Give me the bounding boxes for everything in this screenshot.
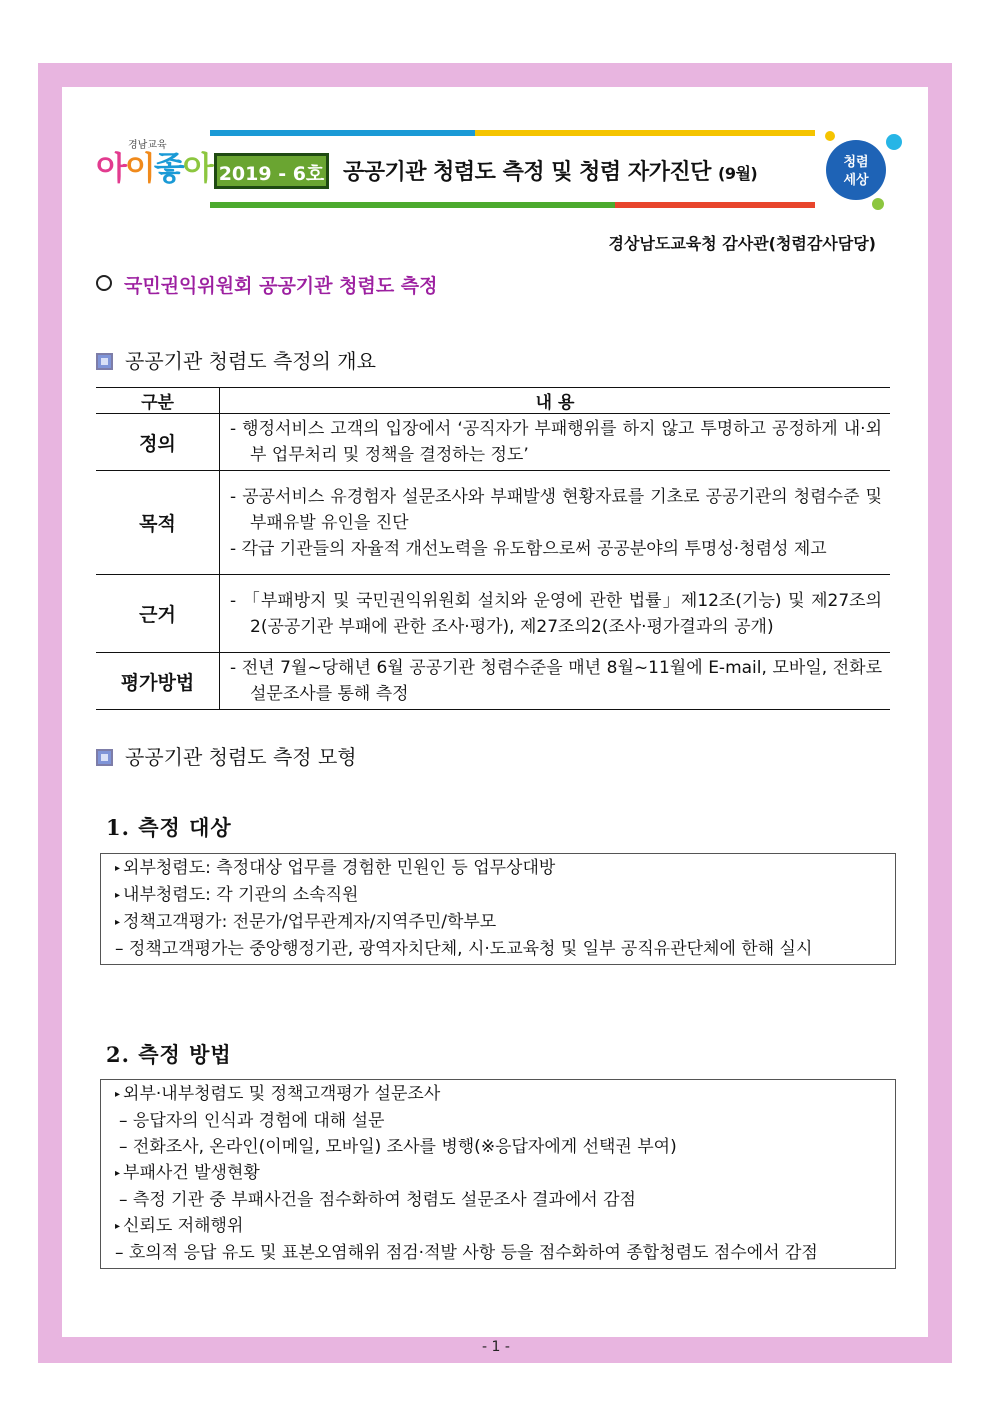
row-value: [220, 575, 891, 653]
overview-heading: [96, 345, 376, 374]
logo-char-2: 이: [124, 149, 154, 187]
list-item: [115, 855, 887, 882]
list-item-text: 외부·내부청렴도 및 정책고객평가 설문조사: [123, 1084, 441, 1104]
issue-badge: 2019 - 6호: [214, 153, 329, 189]
title-suffix: (9월): [718, 164, 758, 183]
list-item-text: 정책고객평가: 전문가/업무관계자/지역주민/학부모: [123, 912, 497, 932]
triangle-bullet-icon: ▸: [115, 890, 121, 901]
row-key: 정의: [96, 414, 220, 471]
header-bar-yellow: [475, 130, 815, 136]
list-item-text: 부패사건 발생현황: [123, 1163, 260, 1183]
triangle-bullet-icon: ▸: [115, 1168, 121, 1179]
list-item: [115, 1160, 887, 1187]
triangle-bullet-icon: ▸: [115, 1089, 121, 1100]
circle-bullet-icon: [96, 275, 112, 291]
list-item: [115, 1081, 887, 1108]
list-item-text: 내부청렴도: 각 기관의 소속직원: [123, 885, 359, 905]
row-value: [220, 471, 891, 575]
row-key: 근거: [96, 575, 220, 653]
row-item: - 행정서비스 고객의 입장에서 ‘공직자가 부패행위를 하지 않고 투명하고 공정하게 내·외부 업무처리 및 정책을 결정하는 정도’: [230, 419, 882, 465]
section-title: [96, 271, 438, 298]
logo: [96, 148, 212, 188]
row-item: - 공공서비스 유경험자 설문조사와 부패발생 현황자료를 기초로 공공기관의 청렴수준 및 부패유발 유인을 진단: [230, 486, 882, 533]
svg-text:세상: 세상: [843, 173, 869, 188]
list-item-text: 신뢰도 저해행위: [123, 1216, 244, 1236]
target-box: [100, 853, 896, 965]
header-bar-red: [615, 202, 815, 208]
method-box: [100, 1079, 896, 1269]
list-item: – 호의적 응답 유도 및 표본오염해위 점검·적발 사항 등을 점수화하여 종합청렴도 점수에서 감점: [115, 1243, 818, 1263]
table-row: [96, 575, 890, 653]
overview-table: [96, 387, 890, 710]
svg-text:청렴: 청렴: [843, 155, 869, 170]
table-row: [96, 414, 890, 471]
integrity-emblem: [822, 128, 912, 214]
row-value: [220, 653, 891, 710]
page-number: - 1 -: [482, 1339, 510, 1355]
logo-char-4: 아: [182, 149, 212, 187]
row-item: - 각급 기관들의 자율적 개선노력을 유도함으로써 공공분야의 투명성·청렴성 제고: [230, 538, 827, 559]
triangle-bullet-icon: ▸: [115, 1221, 121, 1232]
department: 경상남도교육청 감사관(청렴감사담당): [608, 234, 876, 253]
list-item: [115, 909, 887, 936]
list-item: – 정책고객평가는 중앙행정기관, 광역자치단체, 시·도교육청 및 일부 공직유관단체에 한해 실시: [115, 939, 813, 959]
column-header: 내 용: [220, 388, 891, 414]
list-item-text: 외부청렴도: 측정대상 업무를 경험한 민원인 등 업무상대방: [123, 858, 556, 878]
list-item: – 응답자의 인식과 경험에 대해 설문: [119, 1111, 385, 1131]
triangle-bullet-icon: ▸: [115, 917, 121, 928]
list-item: – 측정 기관 중 부패사건을 점수화하여 청렴도 설문조사 결과에서 감점: [119, 1190, 636, 1210]
header-bar-green: [210, 202, 615, 208]
column-header: 구분: [96, 388, 220, 414]
row-key: 목적: [96, 471, 220, 575]
logo-caption: 경남교육: [128, 140, 167, 151]
triangle-bullet-icon: ▸: [115, 863, 121, 874]
model-heading: [96, 741, 357, 770]
square-bullet-icon: [96, 353, 113, 370]
square-bullet-icon: [96, 749, 113, 766]
overview-heading-text: 공공기관 청렴도 측정의 개요: [125, 349, 376, 373]
document-title: [343, 155, 757, 186]
list-item: – 전화조사, 온라인(이메일, 모바일) 조사를 병행(※응답자에게 선택권 부여): [119, 1137, 677, 1157]
row-value: [220, 414, 891, 471]
list-item: [115, 1213, 887, 1240]
table-row: [96, 471, 890, 575]
logo-char-1: 아: [96, 149, 125, 187]
logo-char-3: 좋: [153, 149, 183, 187]
header-bar-blue: [210, 130, 475, 136]
model-heading-text: 공공기관 청렴도 측정 모형: [125, 745, 357, 769]
row-key: 평가방법: [96, 653, 220, 710]
method-heading: 2. 측정 방법: [106, 1042, 232, 1067]
table-header-row: [96, 388, 890, 414]
title-text: 공공기관 청렴도 측정 및 청렴 자가진단: [343, 160, 711, 185]
table-row: [96, 653, 890, 710]
list-item: [115, 882, 887, 909]
row-item: - 전년 7월~당해년 6월 공공기관 청렴수준을 매년 8월~11월에 E-mail, 모바일, 전화로 설문조사를 통해 측정: [230, 658, 882, 704]
target-heading: 1. 측정 대상: [106, 815, 232, 840]
section-title-text: 국민권익위원회 공공기관 청렴도 측정: [124, 275, 438, 297]
row-item: - 「부패방지 및 국민권익위원회 설치와 운영에 관한 법률」제12조(기능) 및 제27조의2(공공기관 부패에 관한 조사·평가), 제27조의2(조사·평가결과의 공개): [230, 590, 882, 637]
